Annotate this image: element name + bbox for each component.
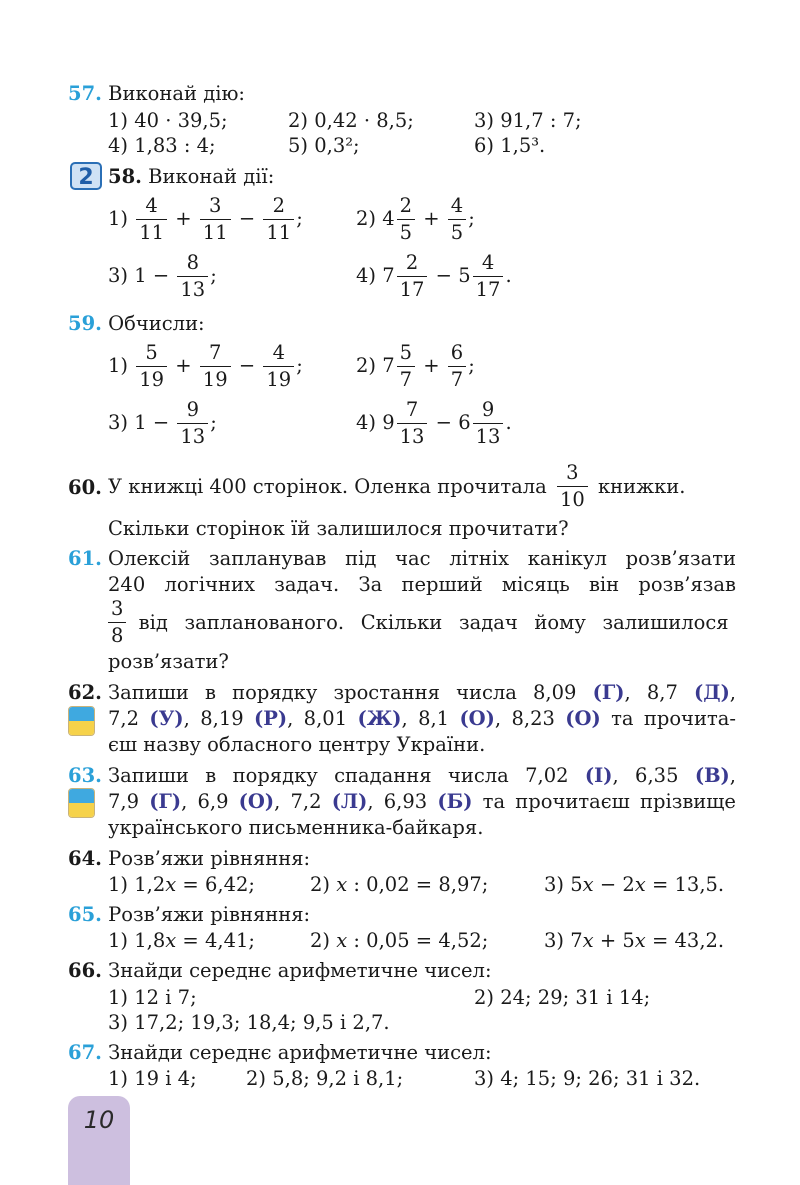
problem-62-line-2: 7,2 (У), 8,19 (Р), 8,01 (Ж), 8,1 (О), 8,23 (О) та прочита- (108, 707, 736, 730)
page-number-tab (68, 1096, 130, 1185)
problem-62-line-3: єш назву обласного центру України. (108, 733, 486, 756)
item: 3) 91,7 : 7; (474, 109, 582, 132)
expression-58-2: 2) 4 $\frac{2}{5}$ + $\frac{4}{5}$ ; (356, 194, 475, 244)
expression-59-3: 3) 1 − $\frac{9}{13}$ ; (108, 398, 217, 448)
problem-66-header: 66. Знайди середнє арифметичне чисел: (68, 959, 492, 982)
problem-60-line-2: Скільки сторінок їй залишилося прочитати? (108, 517, 569, 540)
problem-64-header: 64. Розв’яжи рівняння: (68, 847, 311, 870)
equation-64-2: 2) x : 0,02 = 8,97; (310, 873, 489, 896)
item: 2) 24; 29; 31 і 14; (474, 986, 651, 1009)
problem-title: Виконай дію: (108, 82, 246, 105)
ukraine-flag-icon (68, 706, 95, 736)
page-number: 10 (83, 1106, 115, 1134)
problem-61-line-4: розв’язати? (108, 650, 229, 673)
item: 3) 17,2; 19,3; 18,4; 9,5 і 2,7. (108, 1011, 390, 1034)
equation-65-1: 1) 1,8x = 4,41; (108, 929, 255, 952)
item: 2) 5,8; 9,2 і 8,1; (246, 1067, 404, 1090)
problem-61-line-3: $\frac{3}{8}$ від запланованого. Скільки задач йому залишилося (108, 596, 736, 649)
problem-60-line-1: У книжці 400 сторінок. Оленка прочитала $\frac{3}{10}$ книжки. (108, 461, 686, 511)
item: 2) 0,42 · 8,5; (288, 109, 414, 132)
item: 1) 12 і 7; (108, 986, 197, 1009)
expression-58-1: 1) $\frac{4}{11}$ + $\frac{3}{11}$ − $\frac{2}{11}$ ; (108, 194, 303, 244)
ukraine-flag-icon (68, 788, 95, 818)
item: 3) 4; 15; 9; 26; 31 і 32. (474, 1067, 701, 1090)
expression-59-1: 1) $\frac{5}{19}$ + $\frac{7}{19}$ − $\frac{4}{19}$ ; (108, 341, 303, 391)
level-2-badge: 2 (70, 162, 102, 190)
problem-63-line-3: українського письменника-байкаря. (108, 816, 484, 839)
item: 6) 1,5³. (474, 134, 546, 157)
item: 1) 19 і 4; (108, 1067, 197, 1090)
item: 5) 0,3²; (288, 134, 360, 157)
problem-63-line-2: 7,9 (Г), 6,9 (О), 7,2 (Л), 6,93 (Б) та прочитаєш прізвище (108, 790, 736, 813)
problem-61-number: 61. (68, 547, 102, 570)
problem-67-header: 67. Знайди середнє арифметичне чисел: (68, 1041, 492, 1064)
equation-65-2: 2) x : 0,05 = 4,52; (310, 929, 489, 952)
equation-65-3: 3) 7x + 5x = 43,2. (544, 929, 725, 952)
problem-59-header (68, 312, 205, 335)
problem-60-number: 60. (68, 476, 102, 499)
expression-58-3: 3) 1 − $\frac{8}{13}$ ; (108, 251, 217, 301)
item: 4) 1,83 : 4; (108, 134, 216, 157)
problem-title: Обчисли: (108, 312, 205, 335)
problem-61-line-2: 240 логічних задач. За перший місяць він розв’язав (108, 573, 736, 596)
problem-62-number: 62. (68, 681, 102, 704)
problem-61-line-1: Олексій запланував під час літніх канікул розв’язати (108, 547, 736, 570)
expression-59-4: 4) 9 $\frac{7}{13}$ − 6 $\frac{9}{13}$ . (356, 398, 512, 448)
expression-58-4: 4) 7 $\frac{2}{17}$ − 5 $\frac{4}{17}$ . (356, 251, 512, 301)
item: 1) 40 · 39,5; (108, 109, 228, 132)
equation-64-1: 1) 1,2x = 6,42; (108, 873, 255, 896)
problem-63-line-1: Запиши в порядку спадання числа 7,02 (І), 6,35 (В), (108, 764, 736, 787)
expression-59-2: 2) 7 $\frac{5}{7}$ + $\frac{6}{7}$ ; (356, 341, 475, 391)
problem-title: Виконай дії: (148, 165, 275, 188)
problem-number: 58. (108, 165, 142, 188)
problem-63-number: 63. (68, 764, 102, 787)
problem-number: 59. (68, 312, 102, 335)
equation-64-3: 3) 5x − 2x = 13,5. (544, 873, 725, 896)
problem-number: 57. (68, 82, 102, 105)
problem-62-line-1: Запиши в порядку зростання числа 8,09 (Г), 8,7 (Д), (108, 681, 736, 704)
problem-65-header: 65. Розв’яжи рівняння: (68, 903, 311, 926)
problem-58-header (108, 165, 274, 188)
problem-57-header (68, 82, 245, 105)
